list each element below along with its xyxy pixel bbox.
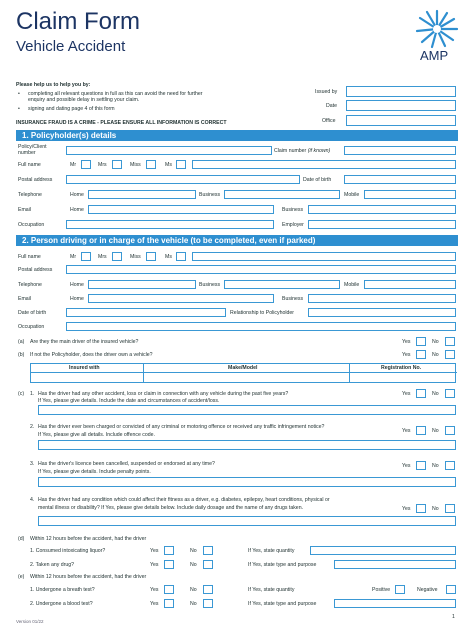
qe1-no-checkbox[interactable] [203, 585, 213, 594]
q4-num: 4. [30, 497, 35, 503]
q2-line1: Has the driver ever been charged or convicted of any criminal or motoring offence or received any traffic infringement notice? [38, 424, 325, 430]
s1-postal-field[interactable] [66, 175, 300, 184]
qe1-yes-label: Yes [150, 587, 159, 593]
q4-yes-checkbox[interactable] [416, 504, 426, 513]
qd1-yes-checkbox[interactable] [164, 546, 174, 555]
qe1-yes-checkbox[interactable] [164, 585, 174, 594]
s1-mrs-checkbox[interactable] [112, 160, 122, 169]
s2-miss-checkbox[interactable] [146, 252, 156, 261]
qe1-quantity-label: If Yes, state quantity [248, 587, 295, 593]
qd2-yes-checkbox[interactable] [164, 560, 174, 569]
s2-ms-label: Ms [165, 254, 172, 260]
bullet2-text: signing and dating page 4 of this form [28, 106, 115, 112]
q2-details-field[interactable] [38, 440, 456, 450]
q1-no-label: No [432, 391, 439, 397]
s1-dob-label: Date of birth [303, 177, 332, 183]
s2-home-phone-field[interactable] [88, 280, 196, 289]
qe1-positive-checkbox[interactable] [395, 585, 405, 594]
s1-ms-label: Ms [165, 162, 172, 168]
q2-num: 2. [30, 424, 35, 430]
s1-mrs-label: Mrs [98, 162, 107, 168]
qe2-yes-label: Yes [150, 601, 159, 607]
form-title: Claim Form [16, 8, 140, 35]
s1-mobile-field[interactable] [364, 190, 456, 199]
qe1-negative-checkbox[interactable] [446, 585, 456, 594]
qd2-no-label: No [190, 562, 197, 568]
office-label: Office [322, 118, 336, 124]
q1-yes-checkbox[interactable] [416, 389, 426, 398]
vehicle-table [30, 363, 456, 383]
qa-no-label: No [432, 339, 439, 345]
q2-yes-checkbox[interactable] [416, 426, 426, 435]
claim-number-text: Claim number [274, 148, 307, 154]
qc-label: (c) [18, 391, 25, 397]
qa-yes-checkbox[interactable] [416, 337, 426, 346]
s2-mrs-label: Mrs [98, 254, 107, 260]
s2-dob-label: Date of birth [18, 310, 47, 316]
qe1-positive-label: Positive [372, 587, 391, 593]
s1-ms-checkbox[interactable] [176, 160, 186, 169]
s2-miss-label: Miss [130, 254, 141, 260]
bullet-dot-1: • [18, 91, 20, 97]
s1-email-home-field[interactable] [88, 205, 274, 214]
form-subtitle: Vehicle Accident [16, 38, 126, 55]
qd1-text: 1. Consumed intoxicating liquor? [30, 548, 106, 554]
s1-employer-label: Employer [282, 222, 304, 228]
qe2-text: 2. Undergone a blood test? [30, 601, 93, 607]
q3-no-label: No [432, 463, 439, 469]
s1-employer-field[interactable] [308, 220, 456, 229]
q2-no-label: No [432, 428, 439, 434]
s1-email-home-label: Home [70, 207, 84, 213]
s2-dob-field[interactable] [66, 308, 226, 317]
q1-details-field[interactable] [38, 405, 456, 415]
q2-line2: If Yes, please give all details. Include offence code. [38, 432, 155, 438]
s1-mr-label: Mr [70, 162, 77, 168]
s2-email-business-field[interactable] [308, 294, 456, 303]
qd2-yes-label: Yes [150, 562, 159, 568]
footer-version: Version 01/22 [16, 619, 44, 624]
section2-header [16, 235, 458, 246]
bullet-dot-2: • [18, 106, 20, 112]
help-heading: Please help us to help you by: [16, 82, 91, 88]
s2-mobile-field[interactable] [364, 280, 456, 289]
date-field[interactable] [346, 100, 456, 111]
s1-fullname-label: Full name [18, 162, 41, 168]
qd1-quantity-field[interactable] [310, 546, 456, 555]
s1-email-business-label: Business [282, 207, 304, 213]
issued-by-label: Issued by [315, 89, 338, 95]
s2-home-label: Home [70, 282, 84, 288]
bullet1-line2: enquiry and possible delay in settling your claim. [28, 97, 140, 103]
qd2-text: 2. Taken any drug? [30, 562, 75, 568]
s2-mrs-checkbox[interactable] [112, 252, 122, 261]
s2-relationship-field[interactable] [308, 308, 456, 317]
s1-business-phone-field[interactable] [224, 190, 340, 199]
q3-no-checkbox[interactable] [445, 461, 455, 470]
s2-business-label: Business [199, 282, 221, 288]
bullet1-line1: completing all relevant questions in full as this can avoid the need for further [28, 91, 203, 97]
q4-yes-label: Yes [402, 506, 411, 512]
qb-no-label: No [432, 352, 439, 358]
qd2-no-checkbox[interactable] [203, 560, 213, 569]
s2-email-home-label: Home [70, 296, 84, 302]
policy-client-field[interactable] [66, 146, 272, 155]
q3-num: 3. [30, 461, 35, 467]
s2-mobile-label: Mobile [344, 282, 360, 288]
amp-logo-text: AMP [420, 48, 449, 63]
qb-no-checkbox[interactable] [445, 350, 455, 359]
vehicle-table-header-insured: Insured with [69, 365, 100, 371]
qe2-no-checkbox[interactable] [203, 599, 213, 608]
s1-email-business-field[interactable] [308, 205, 456, 214]
date-label: Date [326, 103, 337, 109]
s1-miss-checkbox[interactable] [146, 160, 156, 169]
claim-number-label [274, 148, 330, 154]
qb-label: (b) [18, 352, 25, 358]
qa-no-checkbox[interactable] [445, 337, 455, 346]
s2-mr-label: Mr [70, 254, 77, 260]
q4-line1: Has the driver had any condition which could affect their fitness as a driver, e.g. diabetes, epilepsy, heart conditions, physical or [38, 497, 330, 503]
qa-text: Are they the main driver of the insured vehicle? [30, 339, 139, 345]
q2-yes-label: Yes [402, 428, 411, 434]
s2-email-home-field[interactable] [88, 294, 274, 303]
qe1-text: 1. Undergone a breath test? [30, 587, 95, 593]
qe-text: Within 12 hours before the accident, had the driver [30, 574, 147, 580]
issued-by-field[interactable] [346, 86, 456, 97]
qa-label: (a) [18, 339, 25, 345]
claim-number-field[interactable] [344, 146, 456, 155]
if-known-text: (if known) [307, 148, 331, 154]
qe2-yes-checkbox[interactable] [164, 599, 174, 608]
s1-dob-field[interactable] [344, 175, 456, 184]
s1-occupation-label: Occupation [18, 222, 45, 228]
q3-line1: Has the driver's licence been cancelled, suspended or endorsed at any time? [38, 461, 215, 467]
q1-line1: Has the driver had any other accident, loss or claim in connection with any vehicle during the past five years? [38, 391, 289, 397]
fraud-warning: INSURANCE FRAUD IS A CRIME - PLEASE ENSURE ALL INFORMATION IS CORRECT [16, 120, 227, 126]
footer-page-number: 1 [452, 614, 455, 620]
q1-no-checkbox[interactable] [445, 389, 455, 398]
vehicle-table-cell-make-model[interactable] [144, 373, 348, 383]
s2-occupation-field[interactable] [66, 322, 456, 331]
s2-postal-label: Postal address [18, 267, 53, 273]
q1-line2: If Yes, please give details. Include the date and circumstances of accident/loss. [38, 398, 220, 404]
qd1-yes-label: Yes [150, 548, 159, 554]
s2-telephone-label: Telephone [18, 282, 42, 288]
qd2-type-label: If Yes, state type and purpose [248, 562, 317, 568]
s2-mr-checkbox[interactable] [81, 252, 91, 261]
s2-occupation-label: Occupation [18, 324, 45, 330]
qe1-no-label: No [190, 587, 197, 593]
s1-miss-label: Miss [130, 162, 141, 168]
s1-postal-label: Postal address [18, 177, 53, 183]
vehicle-table-cell-registration[interactable] [350, 373, 455, 383]
q1-num: 1. [30, 391, 35, 397]
section1-header [16, 130, 458, 141]
q4-details-field[interactable] [38, 516, 456, 526]
qe2-type-label: If Yes, state type and purpose [248, 601, 317, 607]
s1-home-phone-field[interactable] [88, 190, 196, 199]
amp-starburst-icon [412, 8, 462, 50]
s2-business-phone-field[interactable] [224, 280, 340, 289]
s2-email-label: Email [18, 296, 31, 302]
q4-no-label: No [432, 506, 439, 512]
s2-email-business-label: Business [282, 296, 304, 302]
qd1-no-checkbox[interactable] [203, 546, 213, 555]
vehicle-table-header-make-model: Make/Model [228, 365, 258, 371]
s1-occupation-field[interactable] [66, 220, 274, 229]
q3-yes-checkbox[interactable] [416, 461, 426, 470]
amp-logo [412, 8, 462, 63]
q4-no-checkbox[interactable] [445, 504, 455, 513]
q1-yes-label: Yes [402, 391, 411, 397]
s1-telephone-label: Telephone [18, 192, 42, 198]
section2-heading: 2. Person driving or in charge of the vehicle (to be completed, even if parked) [22, 236, 316, 245]
qe1-negative-label: Negative [417, 587, 438, 593]
s2-fullname-field[interactable] [192, 252, 456, 261]
qd1-quantity-label: If Yes, state quantity [248, 548, 295, 554]
qb-yes-label: Yes [402, 352, 411, 358]
q4-line2: mental illness or disability? If Yes, please give details below. Include daily dosage and the name of any drugs taken. [38, 505, 304, 511]
qe2-type-field[interactable] [334, 599, 456, 608]
q3-yes-label: Yes [402, 463, 411, 469]
s2-relationship-label: Relationship to Policyholder [230, 310, 295, 316]
qd-text: Within 12 hours before the accident, had the driver [30, 536, 147, 542]
q3-line2: If Yes, please give details. Include penalty points. [38, 469, 151, 475]
policy-client-label-1: Policy/Client [18, 144, 47, 150]
vehicle-table-cell-insured[interactable] [32, 373, 142, 383]
qb-text: If not the Policyholder, does the driver own a vehicle? [30, 352, 153, 358]
vehicle-table-header-registration: Registration No. [381, 365, 422, 371]
s1-mr-checkbox[interactable] [81, 160, 91, 169]
qa-yes-label: Yes [402, 339, 411, 345]
qd1-no-label: No [190, 548, 197, 554]
s1-mobile-label: Mobile [344, 192, 360, 198]
s2-ms-checkbox[interactable] [176, 252, 186, 261]
s1-home-label: Home [70, 192, 84, 198]
s2-postal-field[interactable] [66, 265, 456, 274]
qe2-no-label: No [190, 601, 197, 607]
section1-heading: 1. Policyholder(s) details [22, 131, 117, 140]
s1-fullname-field[interactable] [192, 160, 456, 169]
qd-label: (d) [18, 536, 25, 542]
office-field[interactable] [346, 115, 456, 126]
q3-details-field[interactable] [38, 477, 456, 487]
qe-label: (e) [18, 574, 25, 580]
qb-yes-checkbox[interactable] [416, 350, 426, 359]
q2-no-checkbox[interactable] [445, 426, 455, 435]
s1-business-label: Business [199, 192, 221, 198]
qd2-type-field[interactable] [334, 560, 456, 569]
policy-client-label-2: number [18, 150, 36, 156]
s2-fullname-label: Full name [18, 254, 41, 260]
s1-email-label: Email [18, 207, 31, 213]
